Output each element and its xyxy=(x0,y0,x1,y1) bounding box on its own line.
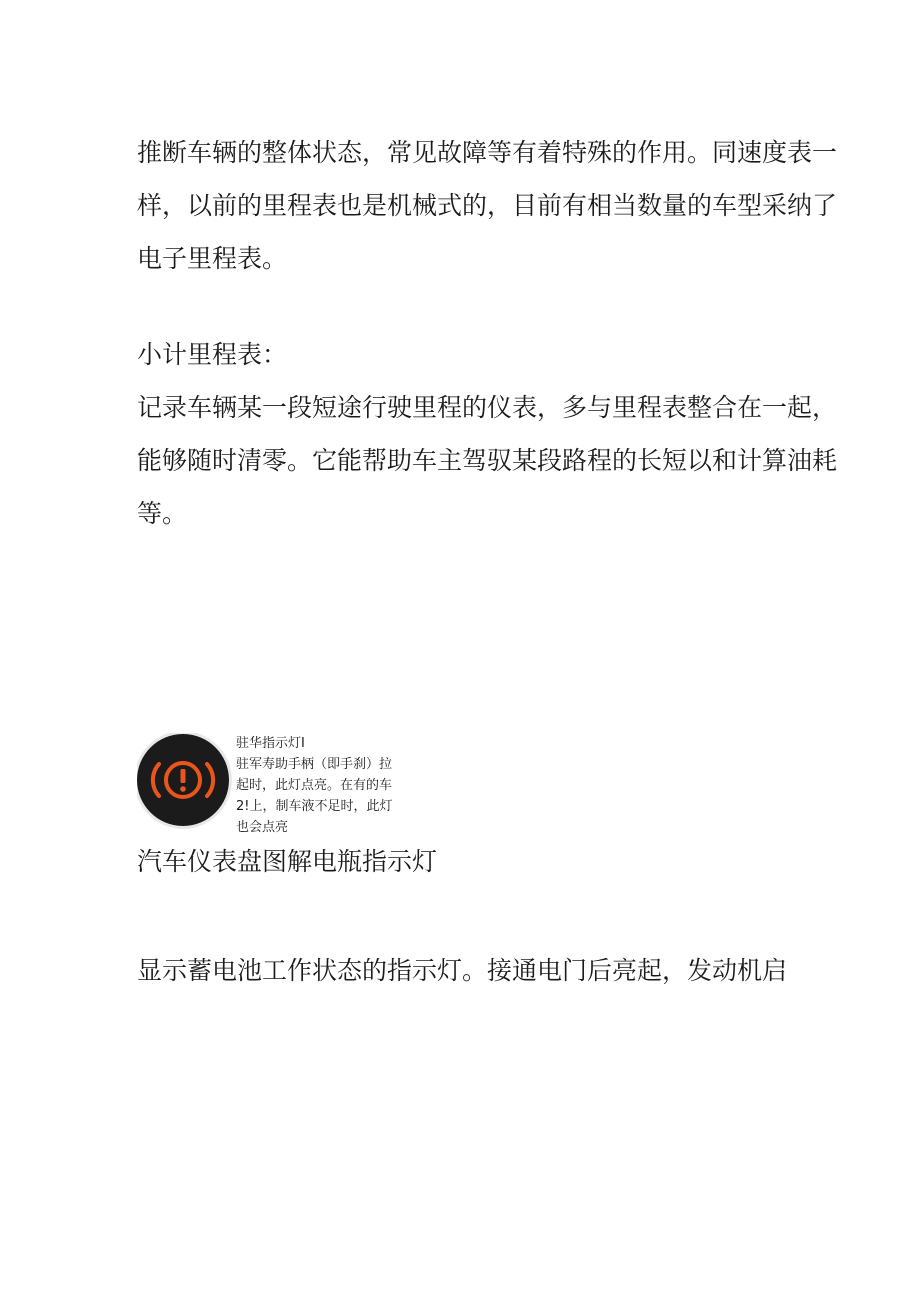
paragraph-trip-meter xyxy=(137,328,838,540)
figure-title: 驻华指示灯I xyxy=(236,736,305,751)
figure-text-line: 驻军寿助手柄（即手刹）拉 xyxy=(236,757,393,772)
figure-text-line: 也会点亮 xyxy=(236,820,289,833)
parking-brake-warning-icon xyxy=(137,734,229,826)
section-heading: 小计里程表： xyxy=(137,340,288,369)
parking-brake-figure xyxy=(137,733,427,833)
paragraph-line: 记录车辆某一段短途行驶里程的仪表，多与里程表整合在一起， xyxy=(137,393,838,422)
paragraph-battery-indicator xyxy=(137,944,797,997)
figure-text-line: 起时，此灯点亮。在有的车 xyxy=(236,778,393,793)
figure-caption: 汽车仪表盘图解电瓶指示灯 xyxy=(137,847,438,876)
paragraph-line: 等。 xyxy=(137,499,188,528)
paragraph-line: 显示蓄电池工作状态的指示灯。接通电门后亮起，发动机启 xyxy=(137,956,788,985)
paragraph-line: 样，以前的里程表也是机械式的，目前有相当数量的车型采纳了 xyxy=(137,191,838,220)
paragraph-line: 推断车辆的整体状态，常见故障等有着特殊的作用。同速度表一 xyxy=(137,138,838,167)
figure-text-line: 2!上，制车液不足时，此灯 xyxy=(236,799,393,814)
figure-caption-text xyxy=(236,733,426,833)
paragraph-line: 能够随时清零。它能帮助车主驾驭某段路程的长短以和计算油耗 xyxy=(137,446,838,475)
paragraph-line: 电子里程表。 xyxy=(137,244,288,273)
paragraph-odometer xyxy=(137,126,838,285)
